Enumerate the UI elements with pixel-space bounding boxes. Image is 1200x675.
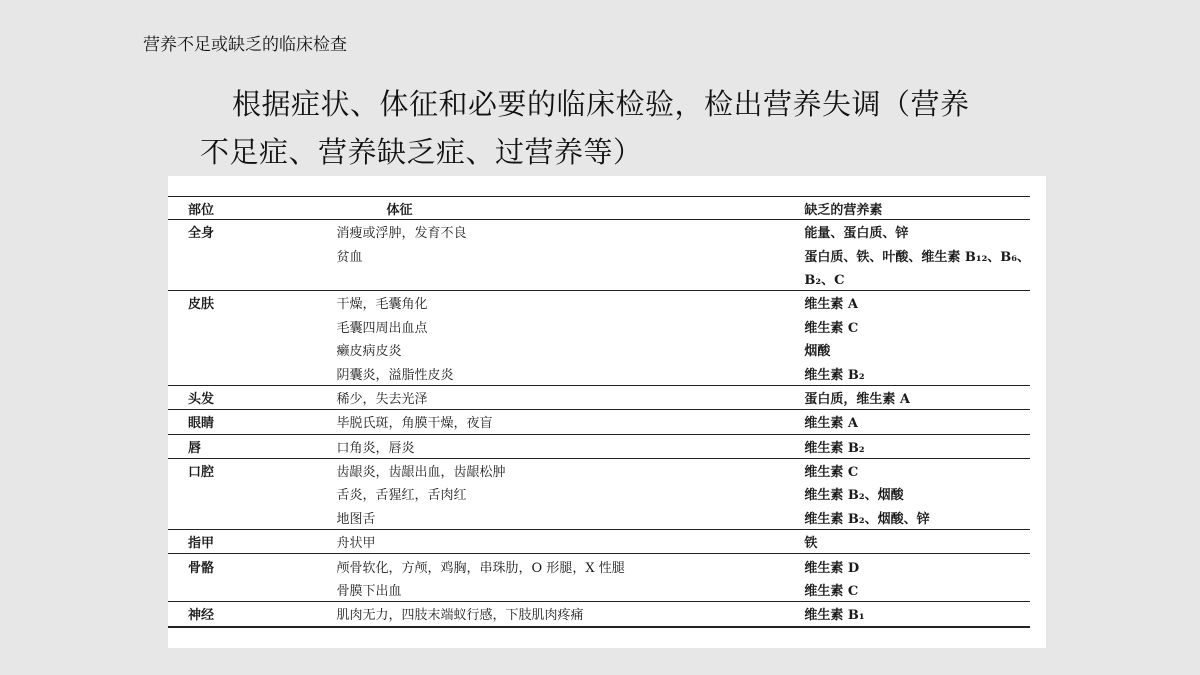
cell-part xyxy=(168,243,337,266)
cell-part: 全身 xyxy=(188,226,215,242)
table-row xyxy=(168,506,1030,530)
cell-part xyxy=(168,506,337,530)
cell-nutrient: 蛋白质，维生素 A xyxy=(804,391,911,407)
column-header-sign: 体征 xyxy=(386,202,413,218)
cell-sign: 地图舌 xyxy=(336,511,376,527)
body-line-1: 根据症状、体征和必要的临床检验，检出营养失调（营养 xyxy=(232,87,970,121)
table-row xyxy=(168,554,1030,578)
table-row xyxy=(168,458,1030,482)
cell-sign: 毕脱氏斑，角膜干燥，夜盲 xyxy=(336,416,493,432)
cell-sign: 舌炎，舌猩红，舌肉红 xyxy=(336,488,467,504)
body-paragraph xyxy=(200,80,1080,176)
cell-nutrient: 维生素 D xyxy=(804,560,860,576)
column-header-nutrient: 缺乏的营养素 xyxy=(804,202,883,218)
cell-nutrient: 维生素 B₂、烟酸、锌 xyxy=(804,511,930,527)
cell-sign: 毛囊四周出血点 xyxy=(336,320,428,336)
table-row xyxy=(168,530,1030,554)
cell-sign: 口角炎，唇炎 xyxy=(336,440,415,456)
cell-sign xyxy=(337,267,805,291)
cell-sign: 齿龈炎，齿龈出血，齿龈松肿 xyxy=(336,465,506,481)
table-row xyxy=(168,338,1030,361)
cell-nutrient: 维生素 A xyxy=(804,416,859,432)
cell-nutrient: 维生素 B₂ xyxy=(804,440,865,456)
table-row xyxy=(168,220,1030,244)
cell-nutrient: B₂、C xyxy=(804,272,845,288)
cell-sign: 阴囊炎，溢脂性皮炎 xyxy=(336,367,454,383)
cell-part xyxy=(168,361,337,385)
table-body xyxy=(168,220,1030,627)
cell-nutrient: 铁 xyxy=(804,536,818,552)
table-row xyxy=(168,385,1030,409)
cell-sign: 肌肉无力，四肢末端蚁行感，下肢肌肉疼痛 xyxy=(336,608,584,624)
table-row xyxy=(168,602,1030,627)
slide-title: 营养不足或缺乏的临床检查 xyxy=(143,35,347,55)
cell-sign: 贫血 xyxy=(336,249,363,265)
cell-sign: 干燥，毛囊角化 xyxy=(336,297,428,313)
cell-nutrient: 维生素 C xyxy=(804,465,859,481)
body-line-2: 不足症、营养缺乏症、过营养等） xyxy=(200,135,643,169)
cell-part: 眼睛 xyxy=(188,416,215,432)
cell-nutrient: 维生素 B₂、烟酸 xyxy=(804,488,904,504)
table-row xyxy=(168,578,1030,602)
cell-nutrient: 维生素 C xyxy=(804,584,859,600)
column-header-part: 部位 xyxy=(188,202,215,218)
cell-nutrient: 维生素 A xyxy=(804,297,859,313)
cell-sign: 颅骨软化，方颅，鸡胸，串珠肋，O 形腿，X 性腿 xyxy=(336,560,625,576)
cell-part xyxy=(168,338,337,361)
table-row xyxy=(168,267,1030,291)
table-row xyxy=(168,315,1030,338)
cell-part: 皮肤 xyxy=(188,297,215,313)
cell-nutrient: 维生素 C xyxy=(804,320,859,336)
cell-part: 头发 xyxy=(188,391,215,407)
cell-part: 唇 xyxy=(188,440,202,456)
cell-part: 口腔 xyxy=(188,465,215,481)
cell-nutrient: 烟酸 xyxy=(804,344,831,360)
nutrient-deficiency-table xyxy=(168,196,1030,628)
table-row xyxy=(168,361,1030,385)
cell-part xyxy=(168,315,337,338)
cell-sign: 消瘦或浮肿，发育不良 xyxy=(336,226,467,242)
cell-sign: 舟状甲 xyxy=(336,536,376,552)
table-row xyxy=(168,243,1030,266)
cell-nutrient: 能量、蛋白质、锌 xyxy=(804,226,909,242)
table-row xyxy=(168,482,1030,505)
cell-part: 骨骼 xyxy=(188,560,215,576)
cell-part xyxy=(168,482,337,505)
cell-part: 神经 xyxy=(188,608,215,624)
nutrient-deficiency-table-image xyxy=(168,176,1046,648)
cell-part xyxy=(168,267,337,291)
cell-nutrient: 维生素 B₁ xyxy=(804,608,865,624)
cell-sign: 稀少，失去光泽 xyxy=(336,391,428,407)
table-row xyxy=(168,434,1030,458)
cell-part: 指甲 xyxy=(188,536,215,552)
cell-sign: 骨膜下出血 xyxy=(336,584,402,600)
cell-nutrient: 维生素 B₂ xyxy=(804,367,865,383)
table-header-row xyxy=(168,197,1030,220)
table-row xyxy=(168,291,1030,315)
cell-part xyxy=(168,578,337,602)
cell-sign: 癞皮病皮炎 xyxy=(336,344,402,360)
cell-nutrient: 蛋白质、铁、叶酸、维生素 B₁₂、B₆、 xyxy=(804,249,1030,265)
table-row xyxy=(168,410,1030,434)
